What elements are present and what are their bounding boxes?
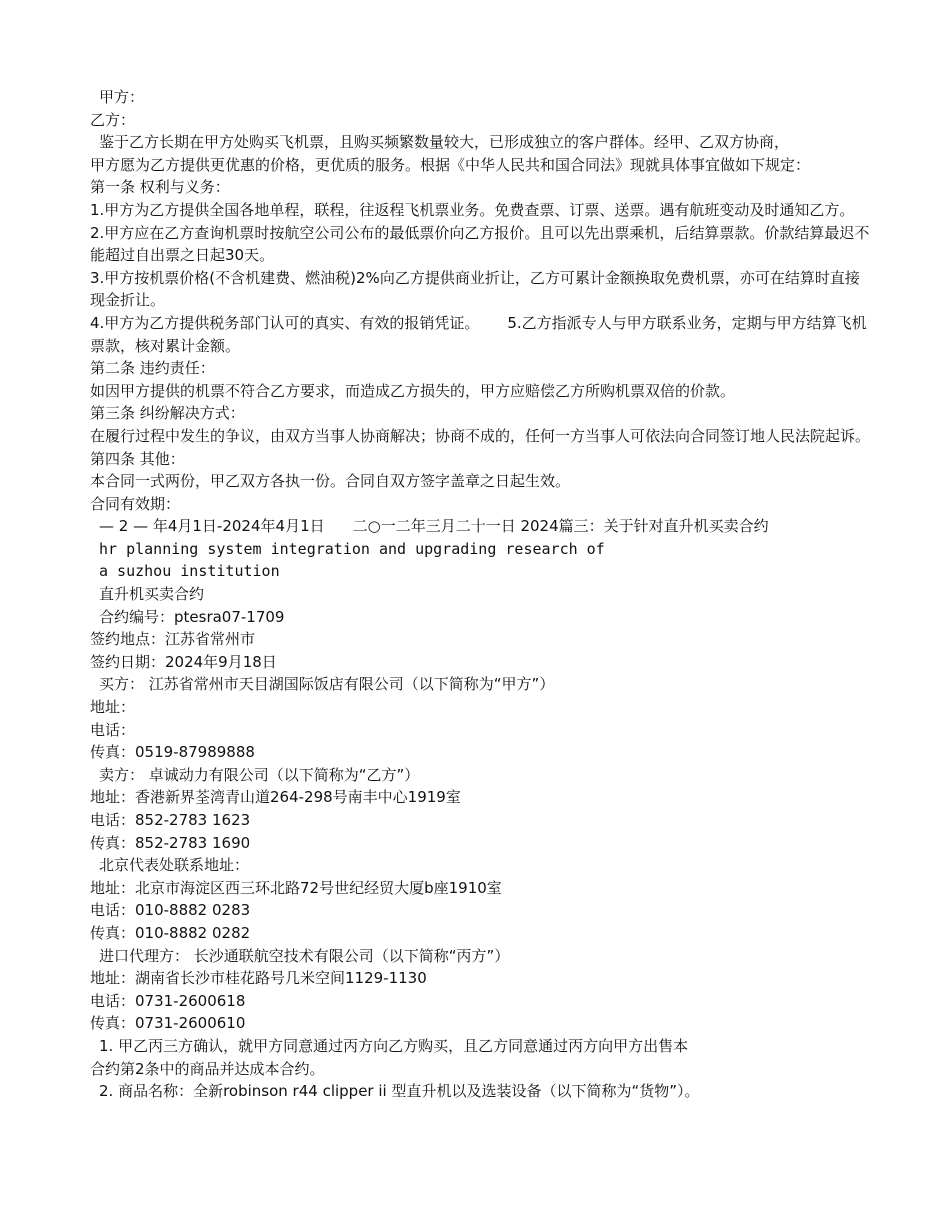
english-line-1: hr planning system integration and upgrading research of xyxy=(99,539,605,558)
agent-phone: 电话：0731-2600618 xyxy=(90,991,246,1010)
validity-line xyxy=(90,515,870,538)
preamble-line-1: 鉴于乙方长期在甲方处购买飞机票，且购买频繁数量较大，已形成独立的客户群体。经甲、乙双方协商， xyxy=(99,133,790,152)
beijing-office-label: 北京代表处联系地址： xyxy=(99,856,250,875)
validity-label: 合同有效期： xyxy=(90,494,181,513)
validity-dates: — 2 — 年4月1日-2024年4月1日 xyxy=(99,517,325,536)
agent-address: 地址：湖南省长沙市桂花路号几米空间1129-1130 xyxy=(90,969,427,988)
beijing-fax: 传真：010-8882 0282 xyxy=(90,923,251,942)
clause-1-1: 1.甲方为乙方提供全国各地单程，联程，往返程飞机票业务。免费查票、订票、送票。遇有航班变动及时通知乙方。 xyxy=(90,200,855,219)
english-line-2: a suzhou institution xyxy=(99,562,280,581)
item-1-line-2: 合约第2条中的商品并达成本合约。 xyxy=(90,1059,325,1078)
item-2-line: 2. 商品名称：全新robinson r44 clipper ii 型直升机以及选装设备（以下简称为“货物”）。 xyxy=(99,1082,700,1101)
seller-address: 地址：香港新界荃湾青山道264-298号南丰中心1919室 xyxy=(90,788,461,807)
article-3-body: 在履行过程中发生的争议，由双方当事人协商解决；协商不成的，任何一方当事人可依法向合同签订地人民法院起诉。 xyxy=(90,426,871,445)
clause-1-5: 5.乙方指派专人与甲方联系业务，定期与甲方结算飞机票款，核对累计金额。 xyxy=(90,313,867,355)
buyer-line: 买方： 江苏省常州市天目湖国际饭店有限公司（以下简称为“甲方”） xyxy=(99,675,555,694)
clause-1-4: 4.甲方为乙方提供税务部门认可的真实、有效的报销凭证。 xyxy=(90,313,480,332)
clause-1-4-5 xyxy=(90,312,870,357)
contract-number: 合约编号：ptesra07-1709 xyxy=(99,607,285,626)
import-agent-line: 进口代理方： 长沙通联航空技术有限公司（以下简称“丙方”） xyxy=(99,946,510,965)
buyer-fax: 传真：0519-87989888 xyxy=(90,743,255,762)
date-and-title: 二○一二年三月二十一日 2024篇三：关于针对直升机买卖合约 xyxy=(352,517,769,536)
article-3-heading: 第三条 纠纷解决方式： xyxy=(90,404,245,423)
seller-line: 卖方： 卓诚动力有限公司（以下简称为“乙方”） xyxy=(99,765,420,784)
article-4-heading: 第四条 其他： xyxy=(90,449,185,468)
signing-date: 签约日期：2024年9月18日 xyxy=(90,652,277,671)
item-1-line-1: 1. 甲乙丙三方确认，就甲方同意通过丙方向乙方购买，且乙方同意通过丙方向甲方出售本 xyxy=(99,1036,689,1055)
beijing-address: 地址：北京市海淀区西三环北路72号世纪经贸大厦b座1910室 xyxy=(90,878,502,897)
beijing-phone: 电话：010-8882 0283 xyxy=(90,901,251,920)
party-a-label: 甲方： xyxy=(99,88,145,106)
document-page xyxy=(90,86,870,1103)
article-2-heading: 第二条 违约责任： xyxy=(90,359,215,378)
party-b-label: 乙方： xyxy=(90,110,136,129)
contract-title: 直升机买卖合约 xyxy=(99,585,205,604)
article-1-heading: 第一条 权利与义务： xyxy=(90,178,230,197)
agent-fax: 传真：0731-2600610 xyxy=(90,1014,246,1033)
clause-1-3: 3.甲方按机票价格(不含机建费、燃油税)2%向乙方提供商业折让，乙方可累计金额换取免费机票，亦可在结算时直接现金折让。 xyxy=(90,268,860,310)
buyer-phone: 电话： xyxy=(90,720,136,739)
clause-1-2: 2.甲方应在乙方查询机票时按航空公司公布的最低票价向乙方报价。且可以先出票乘机，后结算票款。价款结算最迟不能超过自出票之日起30天。 xyxy=(90,223,870,265)
preamble-line-2: 甲方愿为乙方提供更优惠的价格，更优质的服务。根据《中华人民共和国合同法》现就具体事宜做如下规定： xyxy=(90,155,811,174)
seller-fax: 传真：852-2783 1690 xyxy=(90,833,251,852)
article-4-body: 本合同一式两份，甲乙双方各执一份。合同自双方签字盖章之日起生效。 xyxy=(90,472,571,491)
article-2-body: 如因甲方提供的机票不符合乙方要求，而造成乙方损失的，甲方应赔偿乙方所购机票双倍的价款。 xyxy=(90,381,736,400)
buyer-address: 地址： xyxy=(90,698,136,717)
signing-place: 签约地点：江苏省常州市 xyxy=(90,630,256,649)
seller-phone: 电话：852-2783 1623 xyxy=(90,811,251,829)
